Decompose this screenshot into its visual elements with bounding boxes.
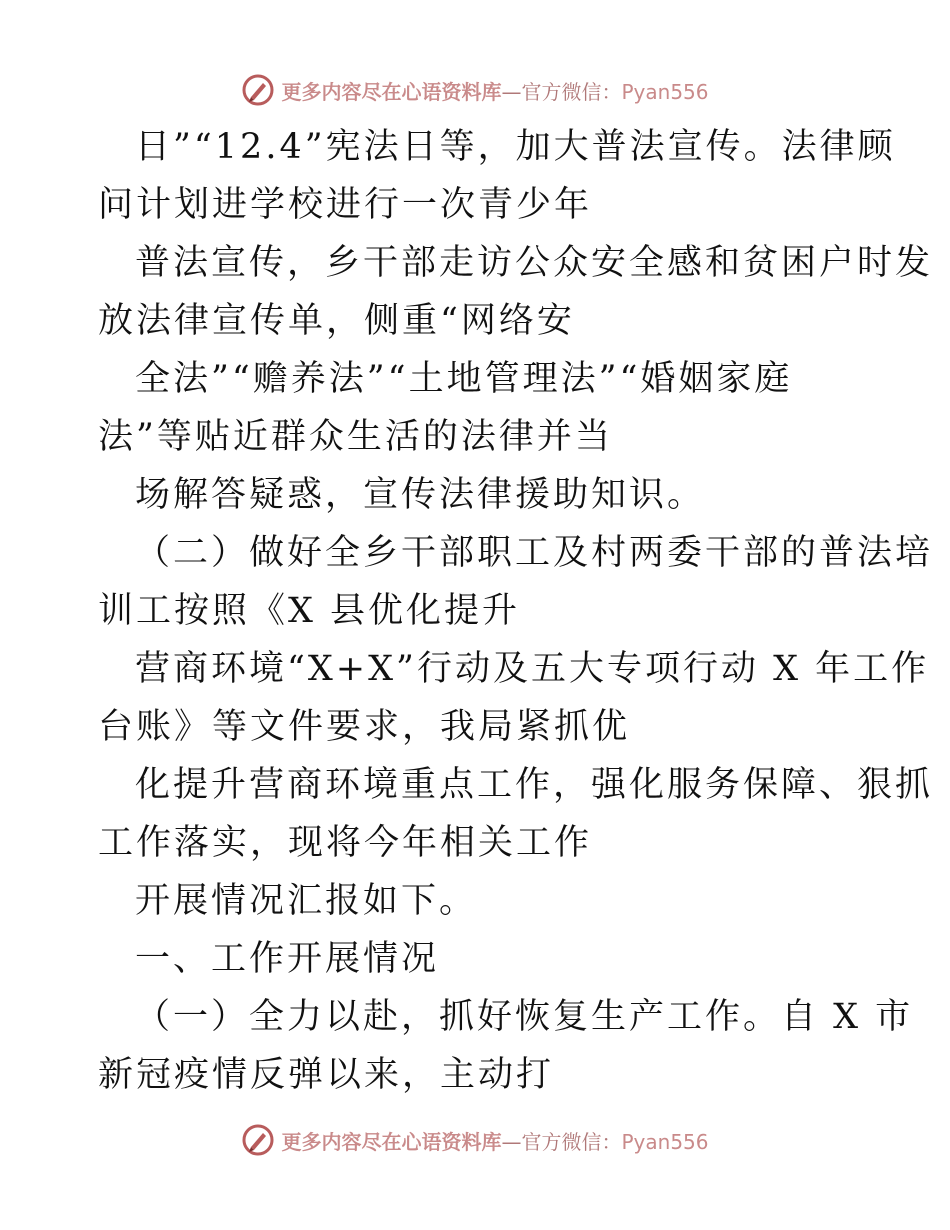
body-line: 问计划进学校进行一次青少年 <box>98 185 593 225</box>
body-line: 工作落实，现将今年相关工作 <box>98 823 593 863</box>
body-line: 法”等贴近群众生活的法律并当 <box>98 417 613 457</box>
pen-logo-icon <box>241 1123 275 1157</box>
body-line: 新冠疫情反弹以来，主动打 <box>98 1055 555 1095</box>
watermark-brand: 更多内容尽在心语资料库 <box>281 1129 502 1154</box>
watermark-wechat-label: 官方微信： <box>521 79 622 104</box>
footer-watermark <box>0 1120 950 1160</box>
body-line: 日”“12.4”宪法日等，加大普法宣传。法律顾 <box>135 127 896 167</box>
body-line: （二）做好全乡干部职工及村两委干部的普法培 <box>135 533 934 573</box>
header-watermark <box>0 70 950 110</box>
watermark-wechat-label: 官方微信： <box>521 1129 622 1154</box>
body-line: 普法宣传，乡干部走访公众安全感和贫困户时发 <box>135 243 934 283</box>
body-line: 开展情况汇报如下。 <box>135 881 478 921</box>
body-line: 营商环境“X+X”行动及五大专项行动 X 年工作 <box>135 649 930 689</box>
pen-logo-icon <box>241 73 275 107</box>
watermark-wechat-id: Pyan556 <box>621 1129 709 1154</box>
body-line: 台账》等文件要求，我局紧抓优 <box>98 707 631 747</box>
body-line: 放法律宣传单，侧重“网络安 <box>98 301 575 341</box>
body-line: 场解答疑惑，宣传法律援助知识。 <box>135 475 706 515</box>
body-line: （一）全力以赴，抓好恢复生产工作。自 X 市 <box>135 997 914 1037</box>
watermark-brand: 更多内容尽在心语资料库 <box>281 79 502 104</box>
watermark-separator: — <box>501 1129 522 1154</box>
document-body <box>98 118 934 1104</box>
section-heading: 一、工作开展情况 <box>135 939 440 979</box>
body-line: 训工按照《X 县优化提升 <box>98 591 521 631</box>
body-line: 全法”“赡养法”“土地管理法”“婚姻家庭 <box>135 359 793 399</box>
body-line: 化提升营商环境重点工作，强化服务保障、狠抓 <box>135 765 934 805</box>
watermark-wechat-id: Pyan556 <box>621 79 709 104</box>
watermark-separator: — <box>501 79 522 104</box>
